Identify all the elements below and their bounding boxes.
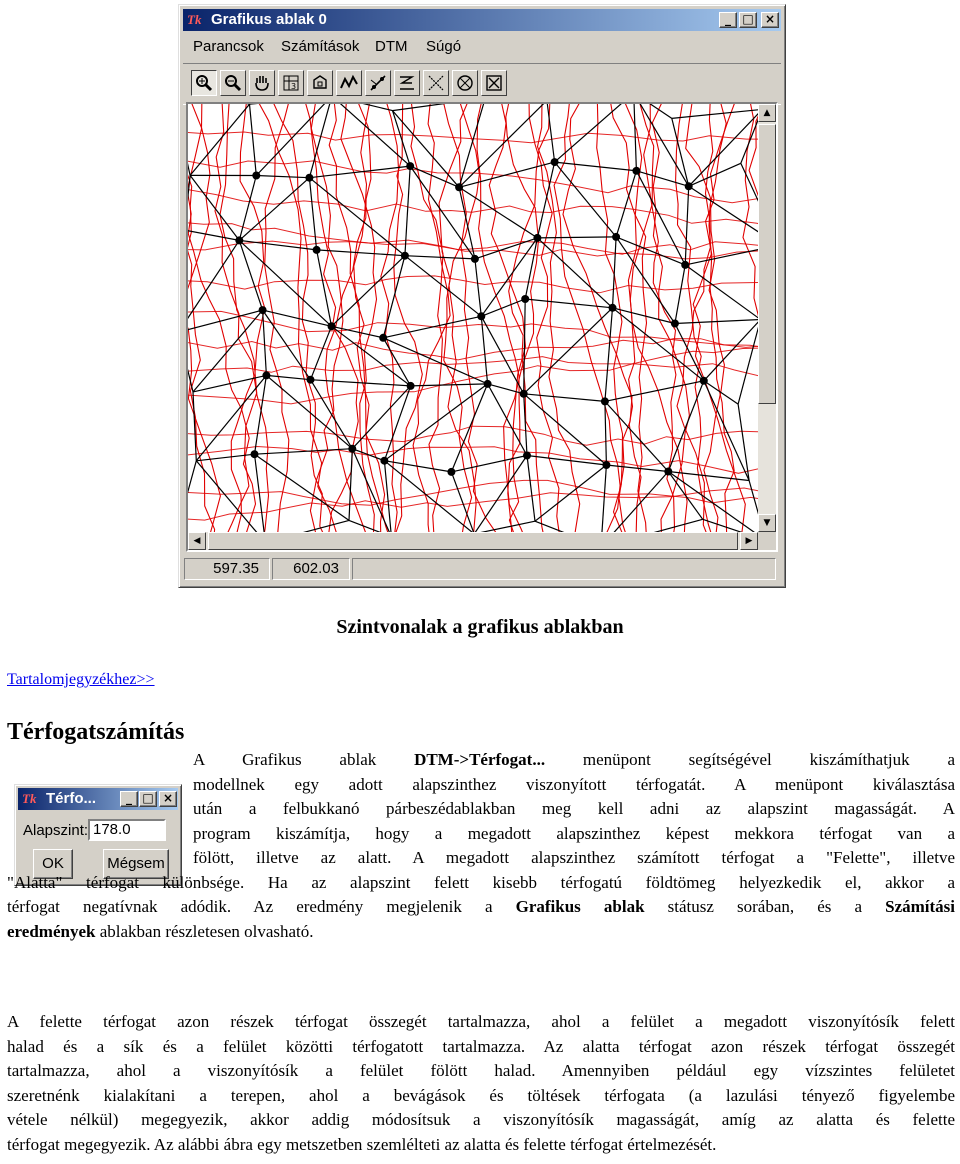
text-line: térfogat negatívnak adódik. Az eredmény megjelenik a Grafikus ablak státusz sorában, és a Számítási bbox=[7, 897, 955, 916]
text-line: után a felbukkanó párbeszédablakban meg kell adni az alapszint magasságát. A bbox=[193, 799, 955, 818]
tin-point bbox=[380, 457, 388, 465]
figure-caption: Szintvonalak a grafikus ablakban bbox=[336, 616, 624, 638]
tin-point bbox=[612, 233, 620, 241]
menu-parancsok[interactable]: Parancsok bbox=[193, 38, 264, 55]
tk-app-icon: Tk bbox=[22, 791, 37, 806]
menubar bbox=[183, 35, 781, 59]
scroll-corner bbox=[758, 532, 776, 550]
tin-point bbox=[609, 304, 617, 312]
menu-szamitasok[interactable]: Számítások bbox=[281, 38, 360, 55]
drawing-area[interactable] bbox=[186, 102, 778, 552]
close-box-icon[interactable] bbox=[481, 70, 507, 96]
tin-point bbox=[671, 320, 679, 328]
zoom-in-icon[interactable] bbox=[191, 70, 217, 96]
horizontal-scrollbar[interactable] bbox=[188, 532, 758, 550]
tin-point bbox=[251, 450, 259, 458]
text-line: "Alatta" térfogat különbsége. Ha az alapszint felett kisebb térfogatú földtömeg helyezkedik el, akkor a bbox=[7, 872, 955, 892]
tin-point bbox=[348, 445, 356, 453]
text-line: A felette térfogat azon részek térfogat összegét tartalmazza, ahol a felület a megadott viszonyítósík felett bbox=[7, 1012, 955, 1031]
scroll-left-icon[interactable]: ◀ bbox=[188, 532, 206, 550]
status-empty-field bbox=[352, 558, 776, 580]
tin-point bbox=[700, 377, 708, 385]
pan-hand-icon[interactable] bbox=[249, 70, 275, 96]
tin-point bbox=[471, 255, 479, 263]
tin-point bbox=[681, 261, 689, 269]
dialog-close-button[interactable]: × bbox=[159, 791, 177, 807]
text-line: program kiszámítja, hogy a megadott alapszinthez képest mekkora térfogat van a bbox=[193, 823, 955, 843]
paragraph-volume-explanation bbox=[7, 1010, 955, 1157]
statusbar bbox=[180, 556, 782, 584]
cross-lines-icon[interactable] bbox=[423, 70, 449, 96]
tin-point bbox=[379, 334, 387, 342]
svg-text:3: 3 bbox=[291, 82, 297, 91]
tin-point bbox=[262, 371, 270, 379]
toolbar bbox=[183, 63, 781, 105]
tin-point bbox=[484, 380, 492, 388]
tin-point bbox=[602, 461, 610, 469]
dialog-titlebar[interactable] bbox=[18, 788, 178, 810]
horizontal-scroll-thumb[interactable] bbox=[208, 532, 738, 550]
tin-point bbox=[305, 174, 313, 182]
text-line: A Grafikus ablak DTM->Térfogat... menüpont segítségével kiszámíthatjuk a bbox=[193, 750, 956, 769]
tin-point bbox=[520, 390, 528, 398]
dialog-title: Térfo... bbox=[46, 790, 97, 807]
grid-icon[interactable] bbox=[278, 70, 304, 96]
tin-point bbox=[551, 158, 559, 166]
scroll-up-icon[interactable]: ▲ bbox=[758, 104, 776, 122]
tin-point bbox=[252, 172, 260, 180]
graphic-window-titlebar[interactable] bbox=[183, 9, 781, 31]
vertical-scroll-thumb[interactable] bbox=[758, 124, 776, 404]
scroll-right-icon[interactable]: ▶ bbox=[740, 532, 758, 550]
ok-button[interactable]: OK bbox=[33, 849, 73, 879]
minimize-button[interactable]: _ bbox=[719, 12, 737, 28]
tin-point bbox=[664, 468, 672, 476]
tk-app-icon: Tk bbox=[187, 12, 202, 27]
tin-point bbox=[328, 322, 336, 330]
scroll-down-icon[interactable]: ▼ bbox=[758, 514, 776, 532]
section-heading: Térfogatszámítás bbox=[7, 719, 185, 745]
tin-point bbox=[235, 236, 243, 244]
text-line: fölött, illetve az alatt. A megadott alapszinthez számított térfogat a "Felette", illetve bbox=[193, 848, 955, 867]
menu-sugo[interactable]: Súgó bbox=[426, 38, 462, 55]
target-icon[interactable] bbox=[452, 70, 478, 96]
text-line: térfogat megegyezik. Az alábbi ábra egy metszetben szemlélteti az alatta és felette térfogat értelmezését. bbox=[7, 1134, 717, 1154]
paragraph-intro bbox=[193, 748, 955, 871]
text-line: vétele nélkül) megegyezik, akkor addig módosítsuk a viszonyítósík magasságát, amíg az alatta és felette bbox=[7, 1110, 955, 1129]
base-level-input[interactable]: 178.0 bbox=[88, 819, 166, 841]
tin-point bbox=[455, 183, 463, 191]
text-line: szeretnénk kialakítani a terepen, ahol a bevágások és töltések térfogata (a lazulási tényező figyelembe bbox=[7, 1085, 955, 1105]
tin-point bbox=[632, 167, 640, 175]
paragraph-intro-cont bbox=[7, 871, 955, 945]
tin-point bbox=[407, 382, 415, 390]
window-title: Grafikus ablak 0 bbox=[211, 11, 327, 28]
tin-point bbox=[406, 162, 414, 170]
tin-point bbox=[401, 252, 409, 260]
cancel-button[interactable]: Mégsem bbox=[103, 849, 169, 879]
tin-point bbox=[259, 306, 267, 314]
toc-link[interactable]: Tartalomjegyzékhez>> bbox=[7, 671, 155, 688]
shape-icon[interactable] bbox=[307, 70, 333, 96]
text-line: tartalmazza, ahol a viszonyítósík a felület fölött halad. Amennyiben például egy vízszintes felületet bbox=[7, 1061, 955, 1080]
close-button[interactable]: × bbox=[761, 12, 779, 28]
tin-point bbox=[313, 246, 321, 254]
contour-map-canvas[interactable] bbox=[188, 104, 758, 532]
line-icon[interactable] bbox=[365, 70, 391, 96]
tin-point bbox=[307, 376, 315, 384]
tin-point bbox=[601, 397, 609, 405]
base-level-label: Alapszint: bbox=[23, 822, 89, 839]
text-line: modellnek egy adott alapszinthez viszonyított térfogatát. A menüpont kiválasztása bbox=[193, 774, 955, 794]
zoom-out-icon[interactable] bbox=[220, 70, 246, 96]
tin-point bbox=[447, 468, 455, 476]
zigzag-icon[interactable] bbox=[394, 70, 420, 96]
tin-point bbox=[521, 295, 529, 303]
status-y-coordinate: 602.03 bbox=[272, 558, 350, 580]
dialog-minimize-button[interactable]: _ bbox=[120, 791, 138, 807]
dialog-maximize-button[interactable]: □ bbox=[139, 791, 157, 807]
maximize-button[interactable]: □ bbox=[739, 12, 757, 28]
profile-icon[interactable] bbox=[336, 70, 362, 96]
menu-dtm[interactable]: DTM bbox=[375, 38, 408, 55]
vertical-scrollbar[interactable] bbox=[758, 104, 776, 532]
text-line: halad és a sík és a felület közötti térfogatott tartalmazza. Az alatta térfogat azon részek térfogat összegét bbox=[7, 1036, 955, 1056]
tin-point bbox=[523, 452, 531, 460]
tin-point bbox=[685, 182, 693, 190]
tin-point bbox=[533, 234, 541, 242]
tin-point bbox=[477, 312, 485, 320]
status-x-coordinate: 597.35 bbox=[184, 558, 270, 580]
text-line: eredmények ablakban részletesen olvasható. bbox=[7, 921, 314, 941]
